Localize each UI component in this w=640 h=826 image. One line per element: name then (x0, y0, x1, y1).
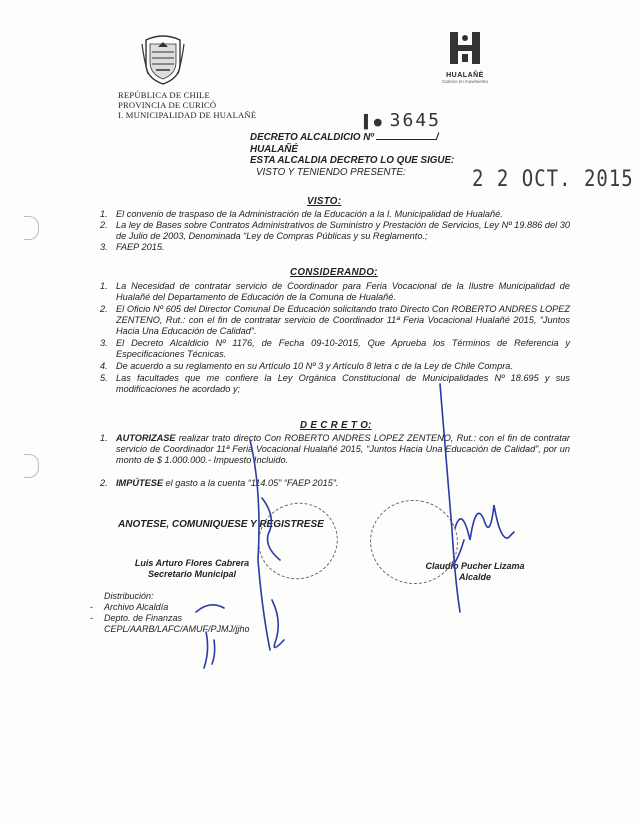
decreto-title: D E C R E T O: (300, 420, 372, 431)
decree-number-slash: / (435, 132, 439, 143)
list-item: 1. La Necesidad de contratar servicio de Coordinador para Feria Vocacional de la Ilustre Municipalidad de Hualañé del Departamento de Educación de la Comuna de Hualañé. (100, 281, 570, 302)
decree-city: HUALAÑÉ (250, 143, 298, 155)
decree-visto-intro: VISTO Y TENIENDO PRESENTE: (256, 166, 406, 178)
list-item: 2. La ley de Bases sobre Contratos Administrativos de Suministro y Prestación de Servicios, Ley Nº 19.886 del 30 de Julio de 2003, Denominada “Ley de Compras Públicas y su Reglamento.; (100, 220, 570, 241)
list-item: 2. IMPÚTESE el gasto a la cuenta “114.05” “FAEP 2015”. (100, 478, 339, 488)
distribution-initials: CEPL/AARB/LAFC/AMUF/PJMJ/jjho (104, 624, 250, 634)
decree-statement: ESTA ALCALDIA DECRETO LO QUE SIGUE: (250, 155, 455, 166)
list-item: 1. AUTORIZASE realizar trato directo Con ROBERTO ANDRES LOPEZ ZENTENO, Rut.: con el fin de contratar servicio de Coordinador 11ª Feria Vocacional Hualañé 2015, “Juntos Hacia Una Educación de Calidad”, por un monto de $ 1.000.000.- Impuesto Incluido. (100, 433, 570, 465)
list-item: 2. El Oficio Nº 605 del Director Comunal De Educación solicitando trato Directo Con ROBERTO ANDRES LOPEZ ZENTENO, Rut.: con el fin de contratar servicio de Coordinador 11ª Feria Vocacional Hualañé 2015, “Juntos Hacia Una Educación de Calidad”. (100, 304, 570, 336)
list-item: - Archivo Alcaldía (90, 602, 169, 612)
list-item: - Depto. de Finanzas (90, 613, 183, 623)
closing-formula: ANOTESE, COMUNIQUESE Y REGISTRESE (118, 519, 324, 530)
header-line-province: PROVINCIA DE CURICÓ (118, 100, 217, 110)
stamp-number-value: 3645 (389, 110, 442, 131)
list-item: 3. FAEP 2015. (100, 242, 165, 252)
date-stamp: 2 2 OCT. 2015 (472, 166, 634, 192)
signatory-name: Luis Arturo Flores Cabrera (134, 558, 250, 568)
signatory-title: Secretario Municipal (147, 569, 237, 579)
considerando-title: CONSIDERANDO: (290, 267, 378, 278)
header-line-municipality: I. MUNICIPALIDAD DE HUALAÑÉ (118, 110, 257, 120)
decree-number-label: DECRETO ALCALDICIO Nº (250, 132, 374, 143)
list-item: 4. De acuerdo a su reglamento en su Artículo 10 Nº 3 y Artículo 8 letra c de la Ley de Chile Compra. (100, 361, 513, 371)
logo-tagline: Camino en movimiento (441, 79, 489, 84)
logo-name: HUALAÑÉ (446, 72, 484, 79)
list-item: 5. Las facultades que me confiere la Ley Orgánica Constitucional de Municipalidades Nº 18.695 y sus modificaciones he acordado y; (100, 373, 570, 394)
visto-title: VISTO: (307, 196, 342, 207)
header-line-country: REPÚBLICA DE CHILE (118, 90, 210, 100)
signatory-title: Alcalde (458, 572, 491, 582)
distribution-title: Distribución: (104, 591, 154, 601)
signatory-name: Claudio Pucher Lizama (425, 561, 525, 571)
list-item: 1. El convenio de traspaso de la Administración de la Educación a la I. Municipalidad de Hualañé. (100, 209, 503, 219)
stamp-mark-icon: ▌● (364, 115, 384, 130)
list-item: 3. El Decreto Alcaldicio Nº 1176, de Fecha 09-10-2015, Que Aprueba los Términos de Referencia y Especificaciones Técnicas. (100, 338, 570, 359)
